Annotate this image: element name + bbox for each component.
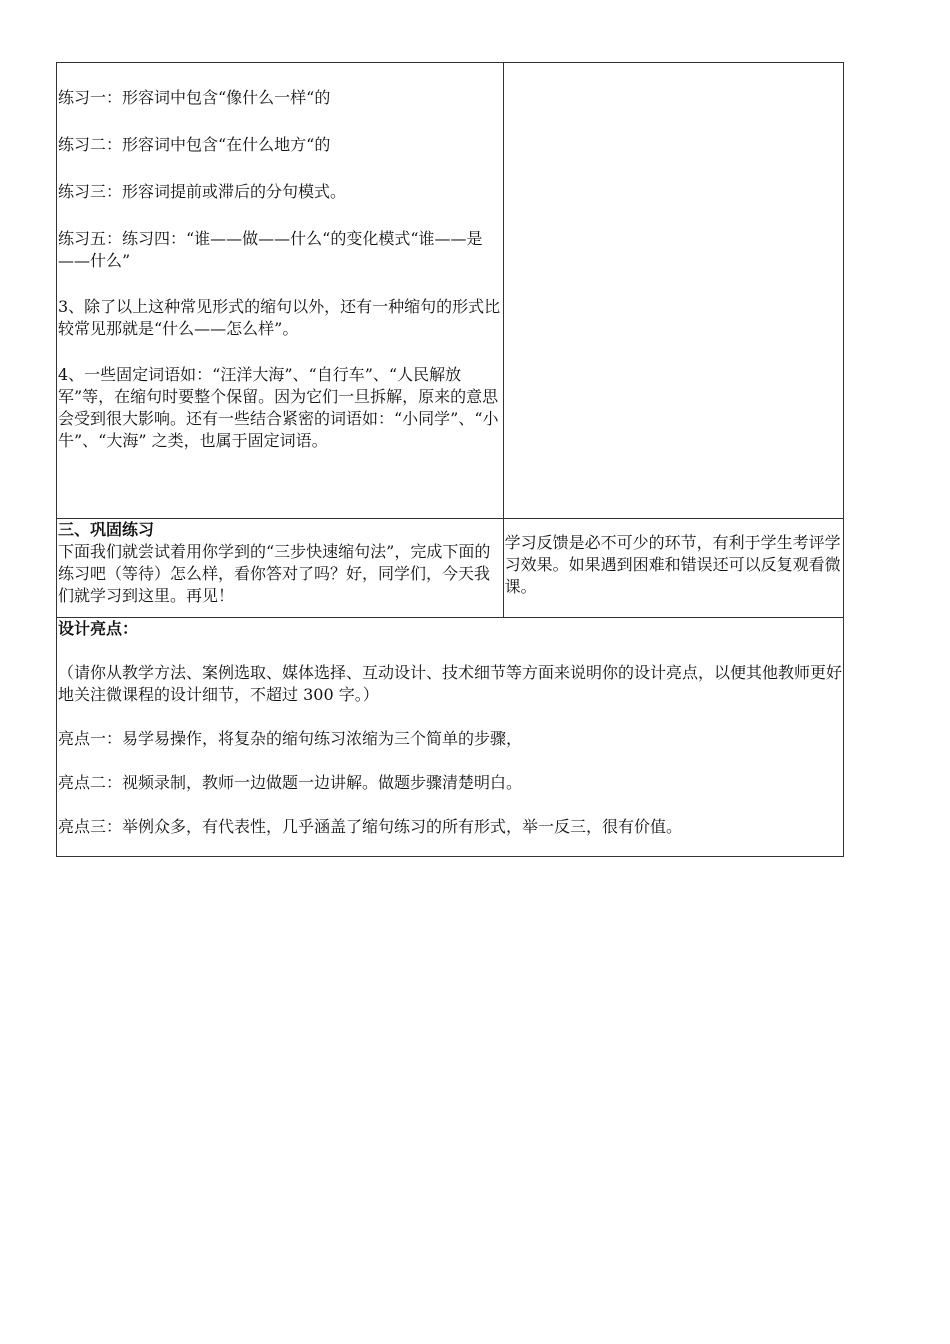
lesson-design-table [56, 62, 844, 857]
feedback-note-cell [503, 519, 843, 618]
consolidation-cell [57, 519, 504, 618]
exercise-item: 练习二：形容词中包含“在什么地方“的 [58, 135, 331, 154]
empty-note-cell [503, 63, 843, 519]
exercise-item: 4、一些固定词语如：“汪洋大海”、“自行车”、“人民解放军”等，在缩句时要整个保留。因为它们一旦拆解，原来的意思会受到很大影响。还有一些结合紧密的词语如：“小同学”、“小牛”、“大海” 之类，也属于固定词语。 [58, 365, 499, 450]
design-highlights-cell [57, 618, 844, 857]
table-row [57, 519, 844, 618]
highlight-item: 亮点二：视频录制，教师一边做题一边讲解。做题步骤清楚明白。 [58, 773, 523, 792]
exercise-list-cell [57, 63, 504, 519]
section-heading: 三、巩固练习 [58, 520, 155, 539]
consolidation-text: 下面我们就尝试着用你学到的“三步快速缩句法”，完成下面的练习吧（等待）怎么样，看你答对了吗？好，同学们，今天我们就学习到这里。再见！ [58, 542, 491, 605]
highlight-item: 亮点三：举例众多，有代表性，几乎涵盖了缩句练习的所有形式，举一反三，很有价值。 [58, 817, 683, 836]
highlights-heading: 设计亮点： [58, 619, 139, 638]
table-row [57, 63, 844, 519]
exercise-item: 练习三：形容词提前或滞后的分句模式。 [58, 182, 347, 201]
highlights-instruction: （请你从教学方法、案例选取、媒体选择、互动设计、技术细节等方面来说明你的设计亮点，以便其他教师更好地关注微课程的设计细节，不超过 300 字。） [58, 663, 843, 704]
highlight-item: 亮点一：易学易操作，将复杂的缩句练习浓缩为三个简单的步骤， [58, 729, 523, 748]
exercise-item: 练习一：形容词中包含“像什么一样“的 [58, 88, 331, 107]
exercise-item: 练习五：练习四：“谁——做——什么“的变化模式“谁——是——什么” [58, 229, 483, 270]
table-row [57, 618, 844, 857]
exercise-item: 3、除了以上这种常见形式的缩句以外，还有一种缩句的形式比较常见那就是“什么——怎么样”。 [58, 297, 501, 338]
feedback-note: 学习反馈是必不可少的环节，有利于学生考评学习效果。如果遇到困难和错误还可以反复观看微课。 [504, 533, 841, 596]
